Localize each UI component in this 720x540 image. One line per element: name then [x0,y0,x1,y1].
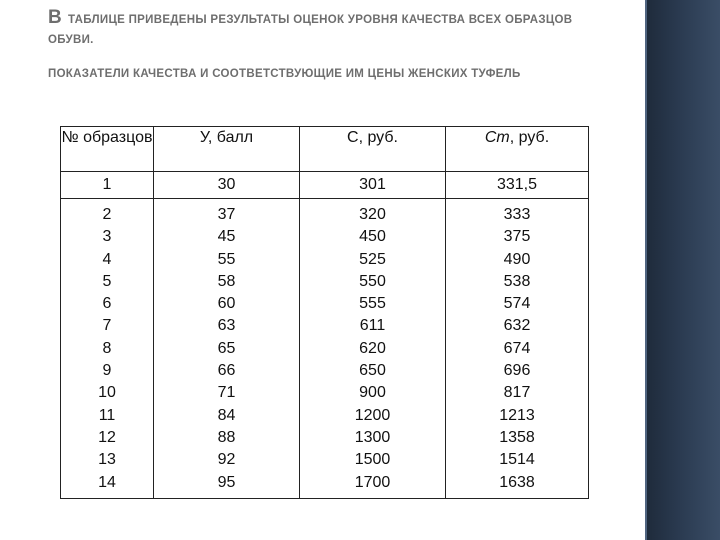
cell-sample-number: 13 [61,449,154,471]
cell-quality-score: 45 [154,226,300,248]
cell-sample-number: 10 [61,382,154,404]
cell-standard-price: 632 [446,315,589,337]
cell-quality-score: 30 [154,172,300,199]
cell-price: 320 [300,199,446,227]
heading-text: ТАБЛИЦЕ ПРИВЕДЕНЫ РЕЗУЛЬТАТЫ ОЦЕНОК УРОВНЯ КАЧЕСТВА ВСЕХ ОБРАЗЦОВ ОБУВИ. [48,14,573,46]
table-row [61,249,589,271]
cell-quality-score: 63 [154,315,300,337]
decorative-side-panel [645,0,720,540]
cell-quality-score: 55 [154,249,300,271]
table-row [61,293,589,315]
cell-sample-number: 11 [61,405,154,427]
header-standard-price-symbol: Ст [484,129,510,146]
table-row [61,172,589,199]
table-row [61,271,589,293]
cell-sample-number: 3 [61,226,154,248]
cell-standard-price: 696 [446,360,589,382]
quality-price-table [60,126,589,499]
header-quality-score: У, балл [154,127,300,172]
table-caption: ПОКАЗАТЕЛИ КАЧЕСТВА И СООТВЕТСТВУЮЩИЕ ИМ ЦЕНЫ ЖЕНСКИХ ТУФЕЛЬ [48,68,521,80]
cell-sample-number: 5 [61,271,154,293]
cell-standard-price: 1213 [446,405,589,427]
table-row [61,315,589,337]
slide-heading [48,8,608,50]
cell-quality-score: 66 [154,360,300,382]
cell-quality-score: 95 [154,472,300,499]
cell-price: 1300 [300,427,446,449]
heading-dropcap: В [48,7,63,28]
cell-standard-price: 674 [446,338,589,360]
table-header-row [61,127,589,172]
cell-sample-number: 1 [61,172,154,199]
cell-price: 650 [300,360,446,382]
cell-price: 1700 [300,472,446,499]
header-standard-price-unit: , руб. [509,129,550,146]
cell-standard-price: 490 [446,249,589,271]
cell-standard-price: 375 [446,226,589,248]
cell-quality-score: 71 [154,382,300,404]
table-row [61,360,589,382]
cell-price: 555 [300,293,446,315]
cell-price: 301 [300,172,446,199]
table-row [61,427,589,449]
cell-standard-price: 1638 [446,472,589,499]
table-row [61,226,589,248]
table-row [61,449,589,471]
cell-quality-score: 65 [154,338,300,360]
cell-sample-number: 2 [61,199,154,227]
cell-sample-number: 7 [61,315,154,337]
cell-sample-number: 12 [61,427,154,449]
cell-quality-score: 60 [154,293,300,315]
cell-quality-score: 37 [154,199,300,227]
cell-sample-number: 4 [61,249,154,271]
cell-quality-score: 84 [154,405,300,427]
cell-standard-price: 817 [446,382,589,404]
cell-price: 1500 [300,449,446,471]
cell-sample-number: 8 [61,338,154,360]
cell-quality-score: 88 [154,427,300,449]
header-sample-number: № образцов [61,127,154,172]
cell-price: 1200 [300,405,446,427]
table-row [61,382,589,404]
cell-standard-price: 538 [446,271,589,293]
cell-standard-price: 331,5 [446,172,589,199]
table-row [61,199,589,227]
cell-price: 620 [300,338,446,360]
cell-price: 900 [300,382,446,404]
table-row [61,472,589,499]
cell-standard-price: 1514 [446,449,589,471]
table-row [61,338,589,360]
cell-quality-score: 92 [154,449,300,471]
cell-sample-number: 14 [61,472,154,499]
cell-sample-number: 6 [61,293,154,315]
cell-standard-price: 333 [446,199,589,227]
cell-standard-price: 1358 [446,427,589,449]
cell-price: 450 [300,226,446,248]
cell-quality-score: 58 [154,271,300,293]
cell-standard-price: 574 [446,293,589,315]
header-standard-price [446,127,589,172]
table-row [61,405,589,427]
cell-price: 550 [300,271,446,293]
cell-price: 611 [300,315,446,337]
cell-price: 525 [300,249,446,271]
header-price: С, руб. [300,127,446,172]
cell-sample-number: 9 [61,360,154,382]
table-body [61,172,589,499]
